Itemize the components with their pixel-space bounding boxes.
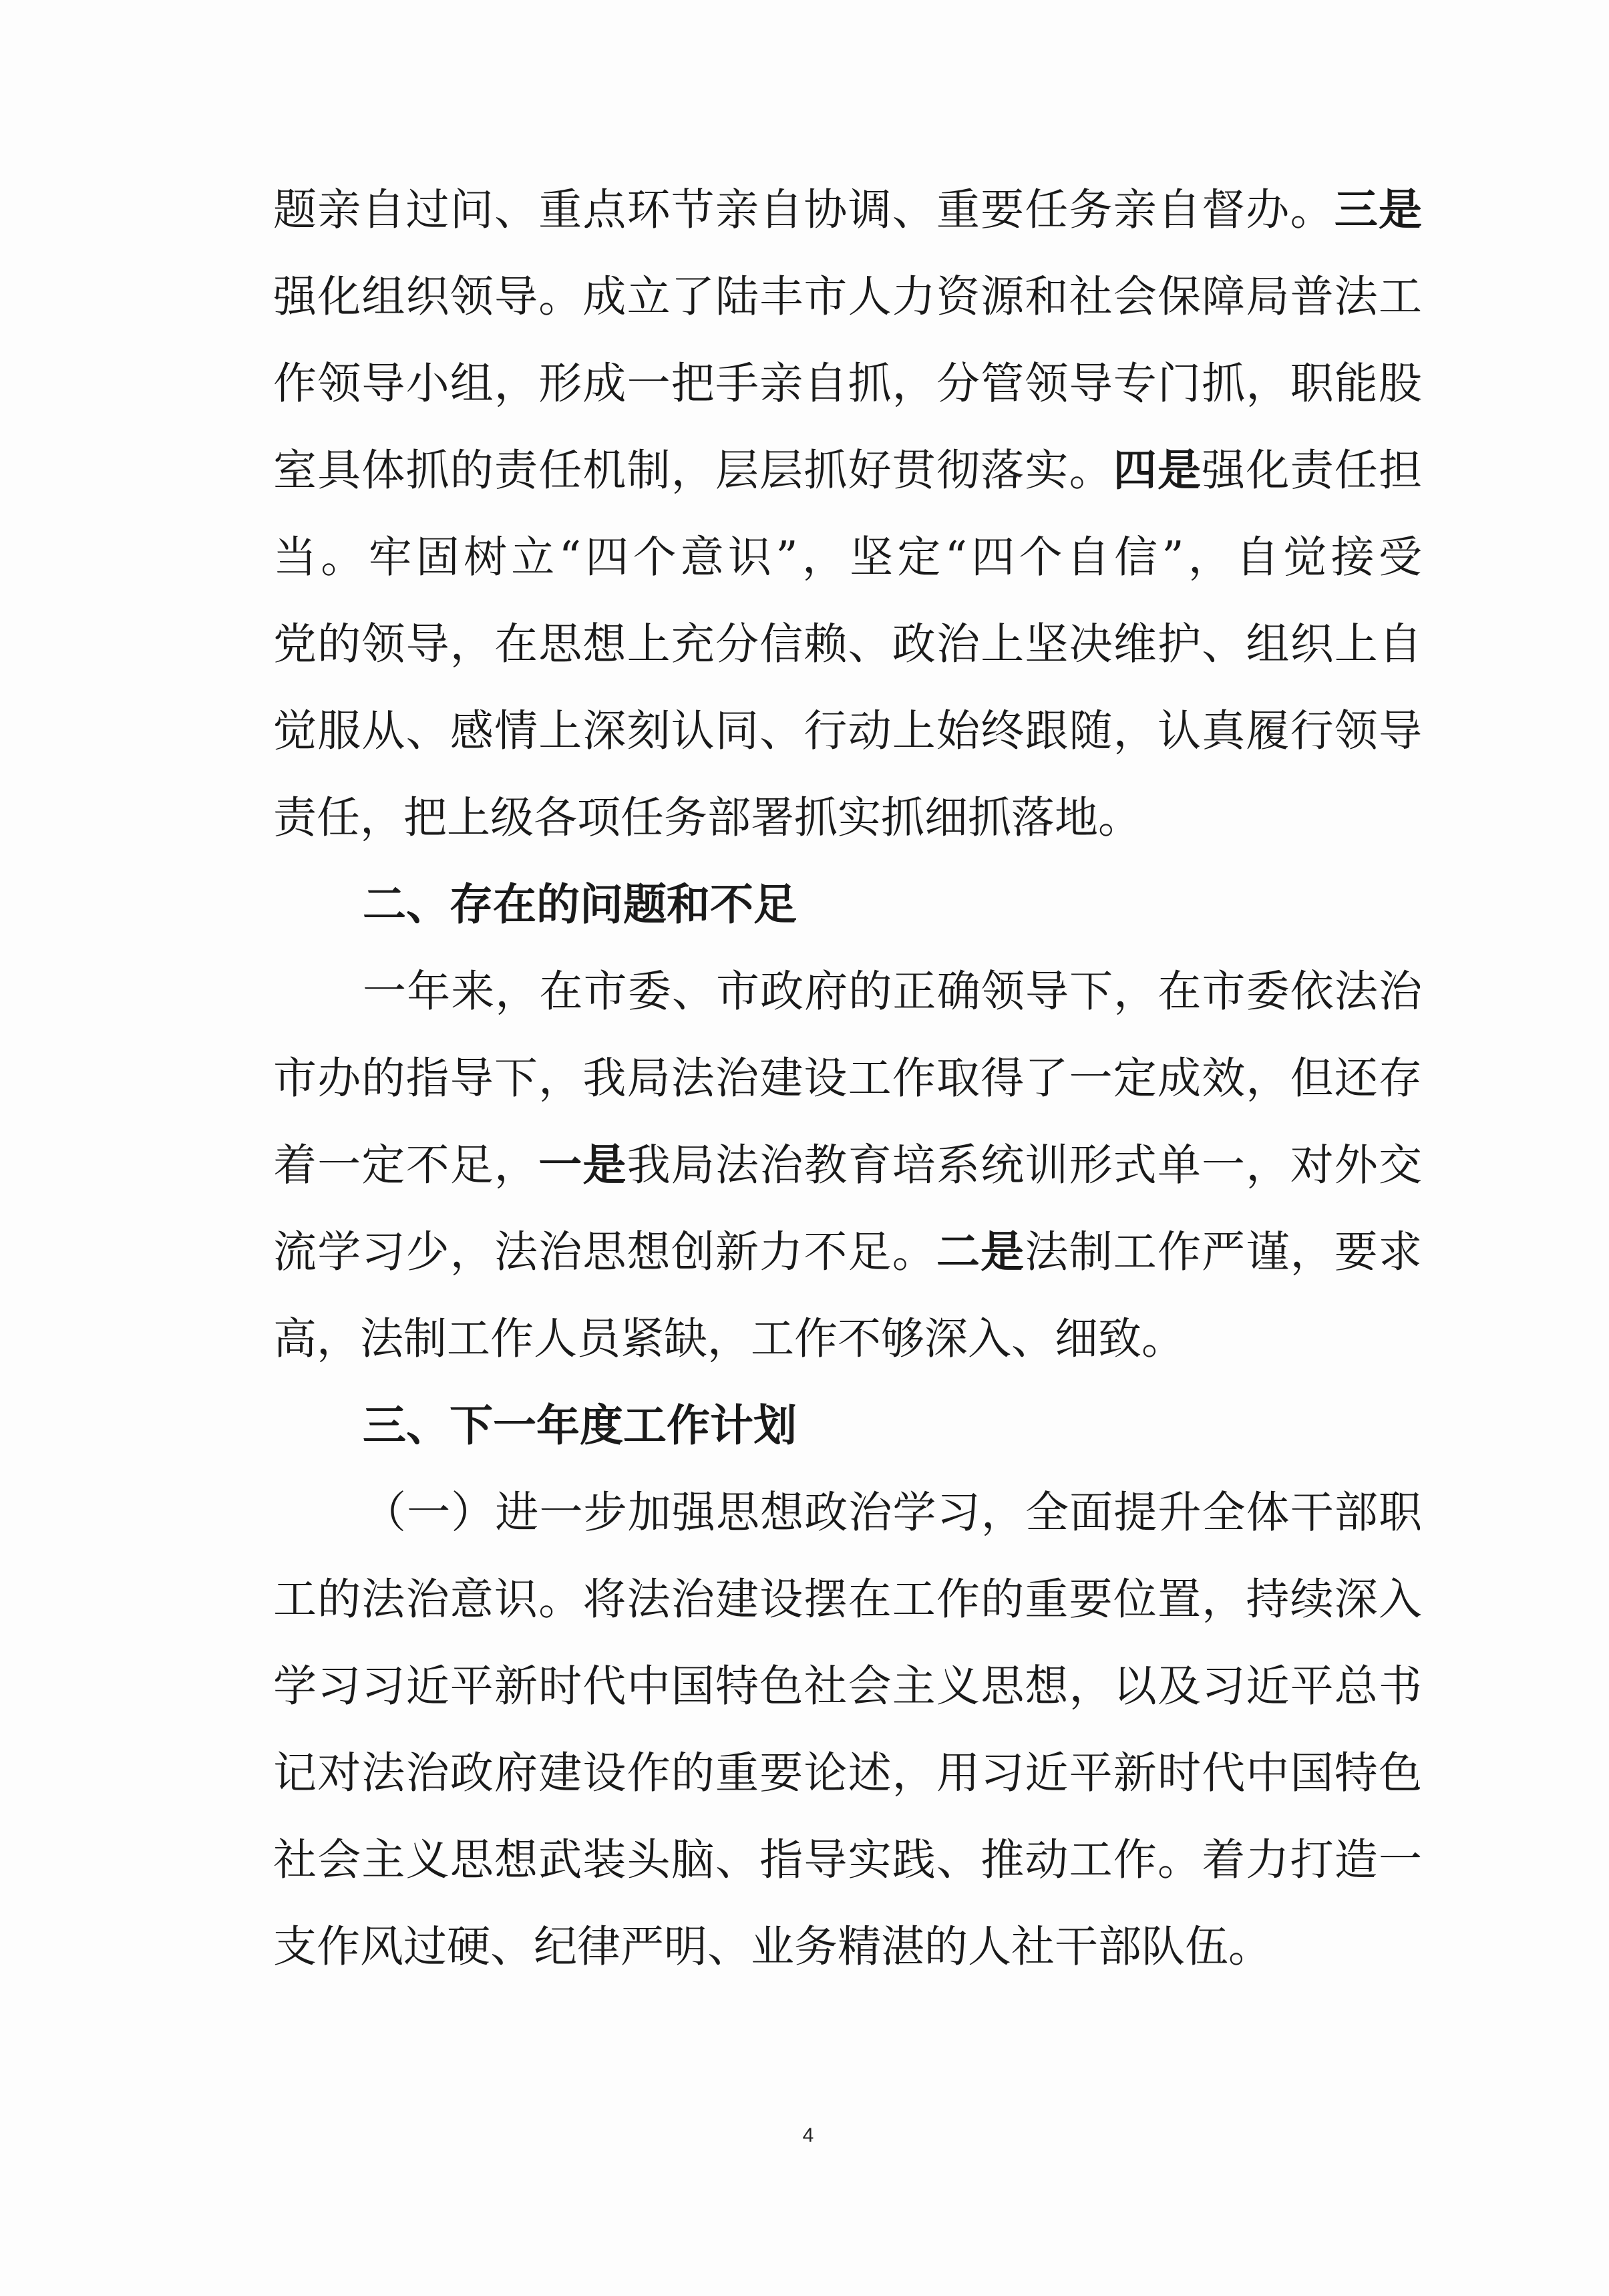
text-line-2: 强化组织领导。成立了陆丰市人力资源和社会保障局普法工 (273, 272, 1422, 322)
text-line-4: 室具体抓的责任机制，层层抓好贯彻落实。四是强化责任担 (273, 446, 1422, 496)
text-line-3: 作领导小组，形成一把手亲自抓，分管领导专门抓，职能股 (273, 359, 1422, 409)
text-line-13: 流学习少，法治思想创新力不足。二是法制工作严谨，要求 (273, 1227, 1422, 1277)
text-line-14: 高，法制工作人员紧缺，工作不够深入、细致。 (273, 1314, 1186, 1364)
text-line-6: 党的领导，在思想上充分信赖、政治上坚决维护、组织上自 (273, 619, 1422, 669)
text-line-19: 记对法治政府建设作的重要论述，用习近平新时代中国特色 (273, 1748, 1422, 1798)
text-line-18: 学习习近平新时代中国特色社会主义思想，以及习近平总书 (273, 1661, 1422, 1711)
text-line-8: 责任，把上级各项任务部署抓实抓细抓落地。 (273, 793, 1142, 843)
text-line-7: 觉服从、感情上深刻认同、行动上始终跟随，认真履行领导 (273, 706, 1422, 756)
text-line-12: 着一定不足，一是我局法治教育培系统训形式单一，对外交 (273, 1140, 1422, 1190)
text-line-5: 当。牢固树立“四个意识”，坚定“四个自信”，自觉接受 (273, 532, 1422, 583)
text-line-21: 支作风过硬、纪律严明、业务精湛的人社干部队伍。 (273, 1922, 1272, 1972)
text-line-1: 题亲自过问、重点环节亲自协调、重要任务亲自督办。三是 (273, 185, 1422, 235)
text-line-11: 市办的指导下，我局法治建设工作取得了一定成效，但还存 (273, 1053, 1422, 1104)
text-line-10: 一年来，在市委、市政府的正确领导下，在市委依法治 (363, 967, 1422, 1017)
page-number: 4 (802, 2124, 814, 2146)
section-heading-2: 二、存在的问题和不足 (363, 880, 797, 930)
section-heading-3: 三、下一年度工作计划 (363, 1401, 797, 1451)
text-line-17: 工的法治意识。将法治建设摆在工作的重要位置，持续深入 (273, 1575, 1422, 1625)
text-line-16: （一）进一步加强思想政治学习，全面提升全体干部职 (363, 1488, 1422, 1538)
text-line-20: 社会主义思想武装头脑、指导实践、推动工作。着力打造一 (273, 1835, 1422, 1885)
